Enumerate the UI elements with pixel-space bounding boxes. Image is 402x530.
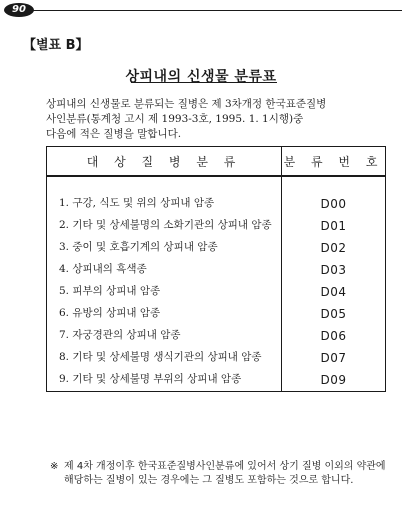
classification-code: D09 <box>282 369 386 392</box>
table-row <box>47 215 386 237</box>
disease-cell <box>47 303 282 325</box>
table-row <box>47 347 386 369</box>
disease-name: 기타 및 상세불명의 소화기관의 상피내 암종 <box>72 219 272 231</box>
row-number: 4. <box>59 263 70 275</box>
row-number: 6. <box>59 307 70 319</box>
classification-code: D06 <box>282 325 386 347</box>
row-number: 7. <box>59 329 70 341</box>
table-row <box>47 193 386 215</box>
table-row <box>47 281 386 303</box>
disease-cell <box>47 325 282 347</box>
page-number-badge: 90 <box>4 3 34 17</box>
table-header-row <box>47 147 386 177</box>
intro-paragraph: 상피내의 신생물로 분류되는 질병은 제 3차개정 한국표준질병 사인분류(통계청 고시 제 1993-3호, 1995. 1. 1시행)중 다음에 적은 질병을 말합니다. <box>46 98 327 140</box>
title-underline <box>131 82 277 83</box>
disease-cell <box>47 237 282 259</box>
disease-name: 중이 및 호흡기계의 상피내 암종 <box>72 241 218 253</box>
classification-code: D00 <box>282 193 386 215</box>
classification-code: D05 <box>282 303 386 325</box>
classification-code: D01 <box>282 215 386 237</box>
row-number: 1. <box>59 197 70 209</box>
table-spacer-row <box>47 176 386 193</box>
header-rule <box>26 10 402 11</box>
row-number: 9. <box>59 373 70 385</box>
row-number: 2. <box>59 219 70 231</box>
disease-cell <box>47 347 282 369</box>
table-row <box>47 369 386 392</box>
disease-name: 피부의 상피내 암종 <box>72 285 161 297</box>
classification-code: D03 <box>282 259 386 281</box>
table-row <box>47 259 386 281</box>
disease-name: 자궁경관의 상피내 암종 <box>72 329 181 341</box>
disease-cell <box>47 215 282 237</box>
header-disease-classification: 대 상 질 병 분 류 <box>47 147 282 177</box>
disease-cell <box>47 369 282 392</box>
row-number: 8. <box>59 351 70 363</box>
disease-name: 상피내의 흑색종 <box>72 263 147 275</box>
table-row <box>47 325 386 347</box>
classification-code: D02 <box>282 237 386 259</box>
disease-cell <box>47 259 282 281</box>
table-row <box>47 237 386 259</box>
reference-mark-icon: ※ <box>50 461 59 472</box>
row-number: 3. <box>59 241 70 253</box>
table-row <box>47 303 386 325</box>
table-body <box>47 176 386 392</box>
row-number: 5. <box>59 285 70 297</box>
disease-name: 기타 및 상세불명 부위의 상피내 암종 <box>72 373 242 385</box>
disease-name: 기타 및 상세불명 생식기관의 상피내 암종 <box>72 351 262 363</box>
footnote <box>50 460 390 488</box>
classification-code: D07 <box>282 347 386 369</box>
classification-table <box>46 146 386 392</box>
disease-cell <box>47 193 282 215</box>
page-title: 상피내의 신생물 분류표 <box>125 69 277 85</box>
footnote-text: 제 4차 개정이후 한국표준질병사인분류에 있어서 상기 질병 이외의 약관에 해당하는 질병이 있는 경우에는 그 질병도 포함하는 것으로 합니다. <box>64 461 386 486</box>
disease-name: 구강, 식도 및 위의 상피내 암종 <box>72 197 215 209</box>
classification-code: D04 <box>282 281 386 303</box>
appendix-label: 【별표 B】 <box>23 38 89 53</box>
disease-cell <box>47 281 282 303</box>
header-classification-code: 분 류 번 호 <box>282 147 386 177</box>
disease-name: 유방의 상피내 암종 <box>72 307 161 319</box>
